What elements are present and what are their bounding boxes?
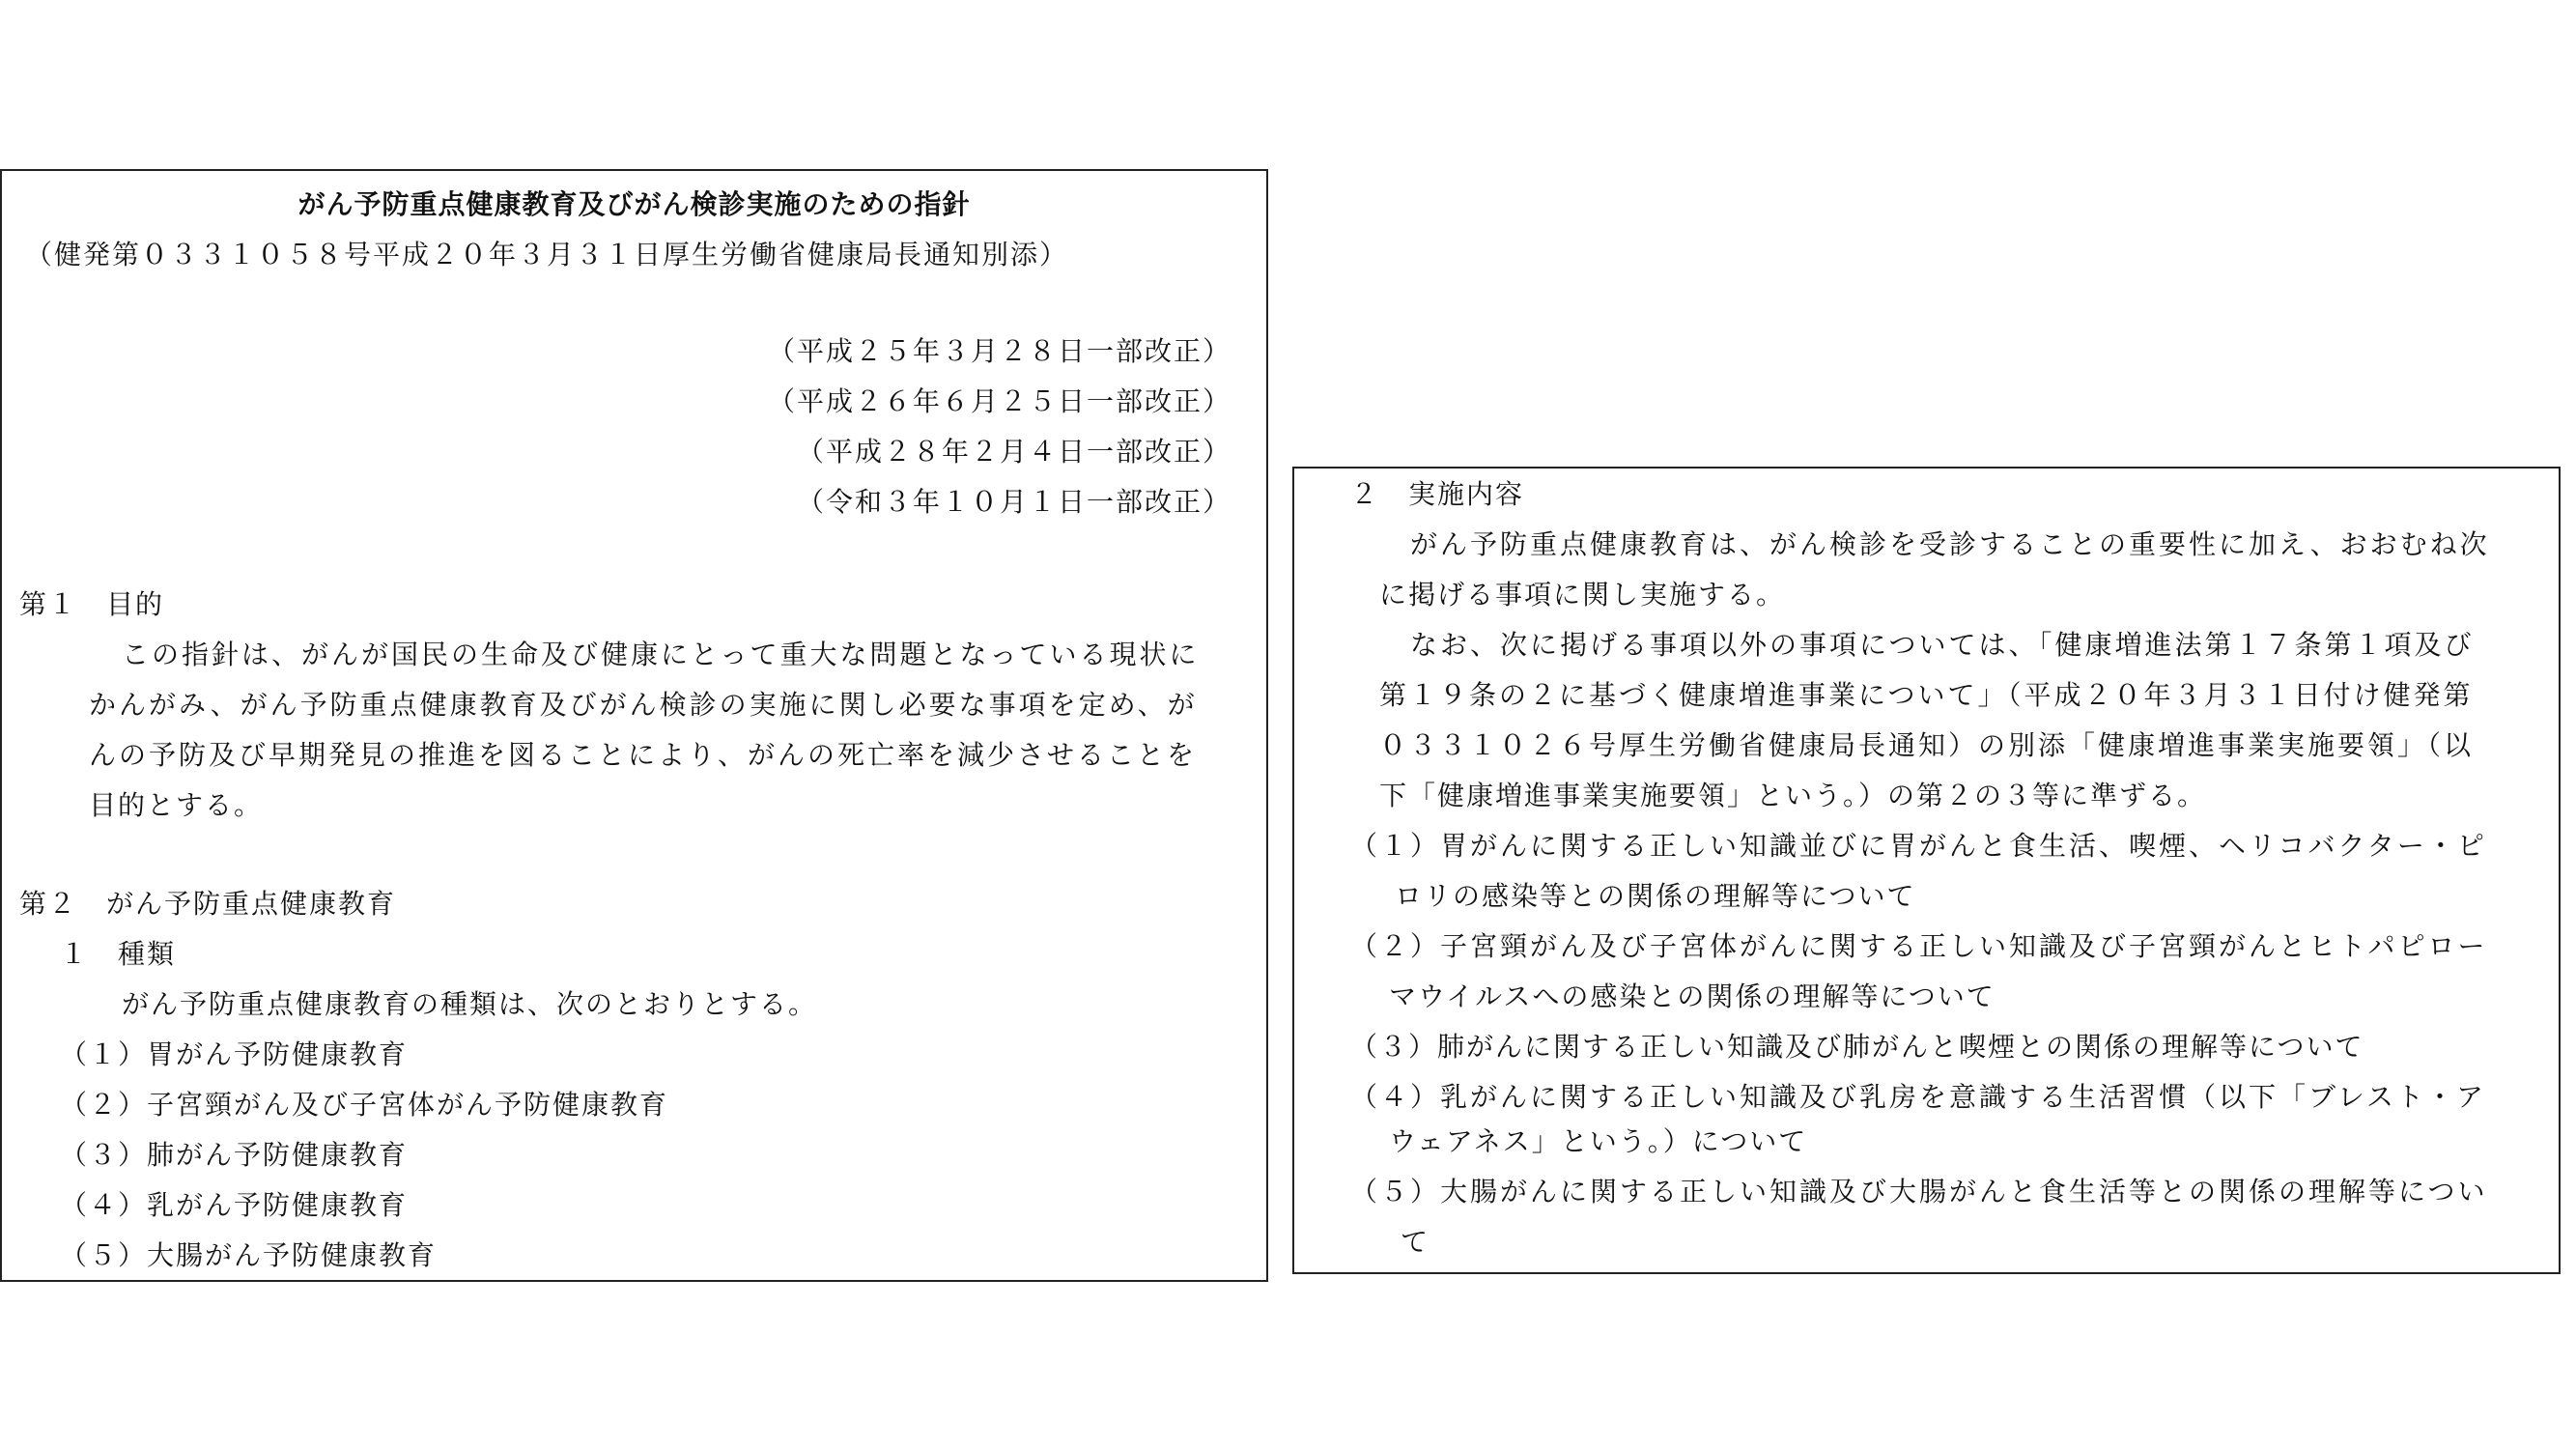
content-item-continuation: ロリの感染等との関係の理解等について <box>1395 880 1916 912</box>
revision-note: （平成２６年６月２５日一部改正） <box>767 385 1231 417</box>
section-1-heading: 第１ 目的 <box>19 588 165 620</box>
paragraph-line: に掲げる事項に関し実施する。 <box>1379 579 1786 611</box>
content-item-continuation: マウイルスへの感染との関係の理解等について <box>1389 980 1996 1012</box>
type-list-item: （４）乳がん予防健康教育 <box>60 1189 409 1221</box>
content-item-continuation: ウェアネス」という。）について <box>1389 1125 1808 1157</box>
source-note: （健発第０３３１０５８号平成２０年３月３１日厚生労働省健康局長通知別添） <box>25 239 1069 270</box>
right-document-panel <box>1292 467 2561 1274</box>
paragraph-line: 第１９条の２に基づく健康増進事業について」（平成２０年３月３１日付け健発第 <box>1379 679 2474 711</box>
paragraph-line: ０３３１０２６号厚生労働省健康局長通知）の別添「健康増進事業実施要領」（以 <box>1379 729 2475 761</box>
revision-note: （平成２８年２月４日一部改正） <box>796 436 1231 468</box>
type-list-item: （２）子宮頸がん及び子宮体がん予防健康教育 <box>60 1089 669 1121</box>
type-list-item: （１）胃がん予防健康教育 <box>60 1038 409 1070</box>
content-item: （５）大腸がんに関する正しい知識及び大腸がんと食生活等との関係の理解等につい <box>1350 1176 2488 1208</box>
subsection-1-text: がん予防重点健康教育の種類は、次のとおりとする。 <box>122 988 818 1020</box>
revision-note: （令和３年１０月１日一部改正） <box>796 486 1231 518</box>
section-1-text-line: この指針は、がんが国民の生命及び健康にとって重大な問題となっている現状に <box>122 639 1200 670</box>
content-item: （１）胃がんに関する正しい知識並びに胃がんと食生活、喫煙、ヘリコバクター・ピ <box>1350 830 2487 862</box>
subsection-1-heading: １ 種類 <box>60 938 177 970</box>
paragraph-line: がん予防重点健康教育は、がん検診を受診することの重要性に加え、おおむね次 <box>1410 528 2490 560</box>
left-document-panel <box>0 169 1268 1282</box>
content-item: （２）子宮頸がん及び子宮体がんに関する正しい知識及び子宮頸がんとヒトパピロー <box>1350 930 2488 962</box>
section-2-heading: 第２ がん予防重点健康教育 <box>19 888 397 920</box>
content-item: （４）乳がんに関する正しい知識及び乳房を意識する生活習慣（以下「ブレスト・ア <box>1350 1081 2487 1113</box>
revision-note: （平成２５年３月２８日一部改正） <box>767 335 1231 367</box>
document-title: がん予防重点健康教育及びがん検診実施のための指針 <box>297 188 971 220</box>
type-list-item: （５）大腸がん予防健康教育 <box>60 1239 438 1271</box>
content-item: （３）肺がんに関する正しい知識及び肺がんと喫煙との関係の理解等について <box>1350 1031 2364 1063</box>
section-1-text-line: んの予防及び早期発見の推進を図ることにより、がんの死亡率を減少させることを <box>89 739 1198 771</box>
section-1-text-line: 目的とする。 <box>89 789 264 821</box>
paragraph-line: 下「健康増進事業実施要領」という。）の第２の３等に準ずる。 <box>1379 780 2207 811</box>
type-list-item: （３）肺がん予防健康教育 <box>60 1139 409 1171</box>
paragraph-line: なお、次に掲げる事項以外の事項については、「健康増進法第１７条第１項及び <box>1410 629 2475 661</box>
subsection-2-heading: ２ 実施内容 <box>1350 478 1525 510</box>
section-1-text-line: かんがみ、がん予防重点健康教育及びがん検診の実施に関し必要な事項を定め、が <box>89 689 1198 721</box>
content-item-continuation: て <box>1401 1226 1430 1258</box>
